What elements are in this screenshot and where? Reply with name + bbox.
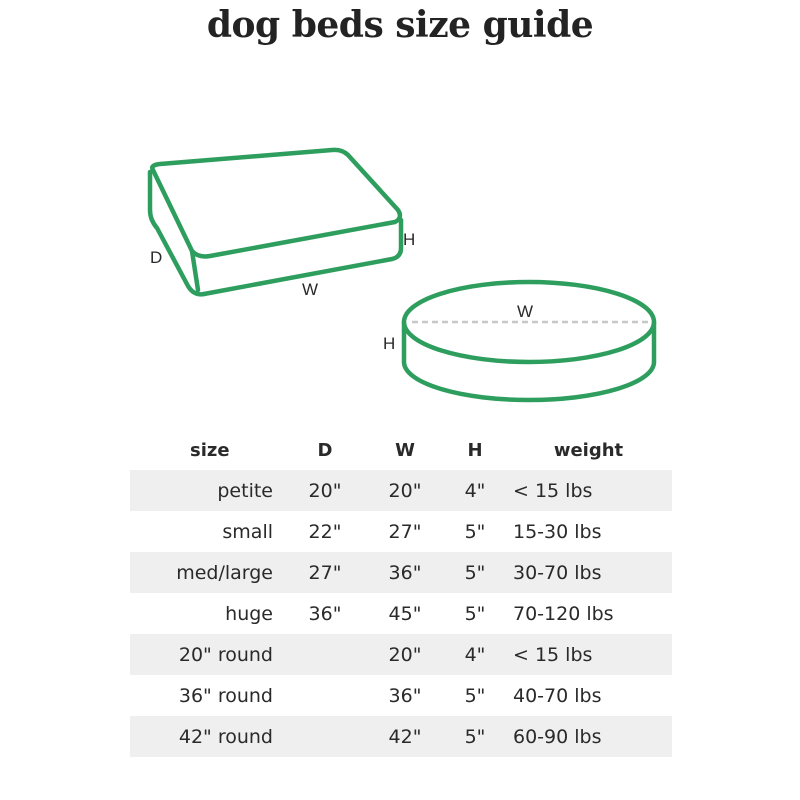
row-size: 36" round <box>178 684 273 707</box>
row-height: 4" <box>445 634 505 675</box>
round-width-label: W <box>517 302 534 321</box>
rect-bed-top <box>152 150 400 257</box>
row-depth: 27" <box>285 552 365 593</box>
page-title: dog beds size guide <box>206 4 594 46</box>
row-weight: < 15 lbs <box>505 470 672 511</box>
row-depth <box>285 675 365 716</box>
row-size: 42" round <box>130 716 285 757</box>
row-width: 20" <box>365 470 445 511</box>
table-row <box>130 634 672 675</box>
size-table <box>130 430 672 757</box>
header-width: W <box>395 439 415 461</box>
row-height: 5" <box>464 520 486 543</box>
row-size: 20" round <box>130 634 285 675</box>
table-row <box>130 675 672 716</box>
row-weight: 30-70 lbs <box>505 552 672 593</box>
rect-height-label: H <box>403 230 416 249</box>
header-weight: weight <box>553 439 624 461</box>
table-header-row <box>130 430 672 470</box>
row-weight: 15-30 lbs <box>513 520 602 543</box>
row-width: 36" <box>388 684 422 707</box>
row-height: 5" <box>464 602 486 625</box>
row-width: 20" <box>365 634 445 675</box>
rect-width-label: W <box>302 280 319 299</box>
rectangular-bed-illustration <box>150 150 401 294</box>
row-depth: 36" <box>308 602 342 625</box>
row-size: huge <box>225 602 273 625</box>
table-row <box>130 552 672 593</box>
header-size: size <box>190 439 230 461</box>
row-height: 5" <box>445 716 505 757</box>
rect-depth-label: D <box>150 248 163 267</box>
table-row <box>130 593 672 634</box>
round-bed-illustration <box>404 282 654 400</box>
row-weight: < 15 lbs <box>505 634 672 675</box>
table-row <box>130 470 672 511</box>
row-width: 42" <box>365 716 445 757</box>
table-row <box>130 511 672 552</box>
size-table-container <box>130 430 672 757</box>
row-weight: 40-70 lbs <box>513 684 602 707</box>
row-width: 36" <box>365 552 445 593</box>
row-height: 4" <box>445 470 505 511</box>
row-height: 5" <box>464 684 486 707</box>
row-size: med/large <box>130 552 285 593</box>
row-depth: 20" <box>285 470 365 511</box>
header-depth: D <box>317 439 333 461</box>
row-depth <box>285 634 365 675</box>
row-size: small <box>222 520 273 543</box>
header-height: H <box>467 439 483 461</box>
row-depth: 22" <box>308 520 342 543</box>
row-width: 45" <box>388 602 422 625</box>
row-weight: 60-90 lbs <box>505 716 672 757</box>
row-depth <box>285 716 365 757</box>
row-width: 27" <box>388 520 422 543</box>
round-height-label: H <box>383 334 396 353</box>
table-row <box>130 716 672 757</box>
row-weight: 70-120 lbs <box>513 602 614 625</box>
row-height: 5" <box>445 552 505 593</box>
row-size: petite <box>130 470 285 511</box>
